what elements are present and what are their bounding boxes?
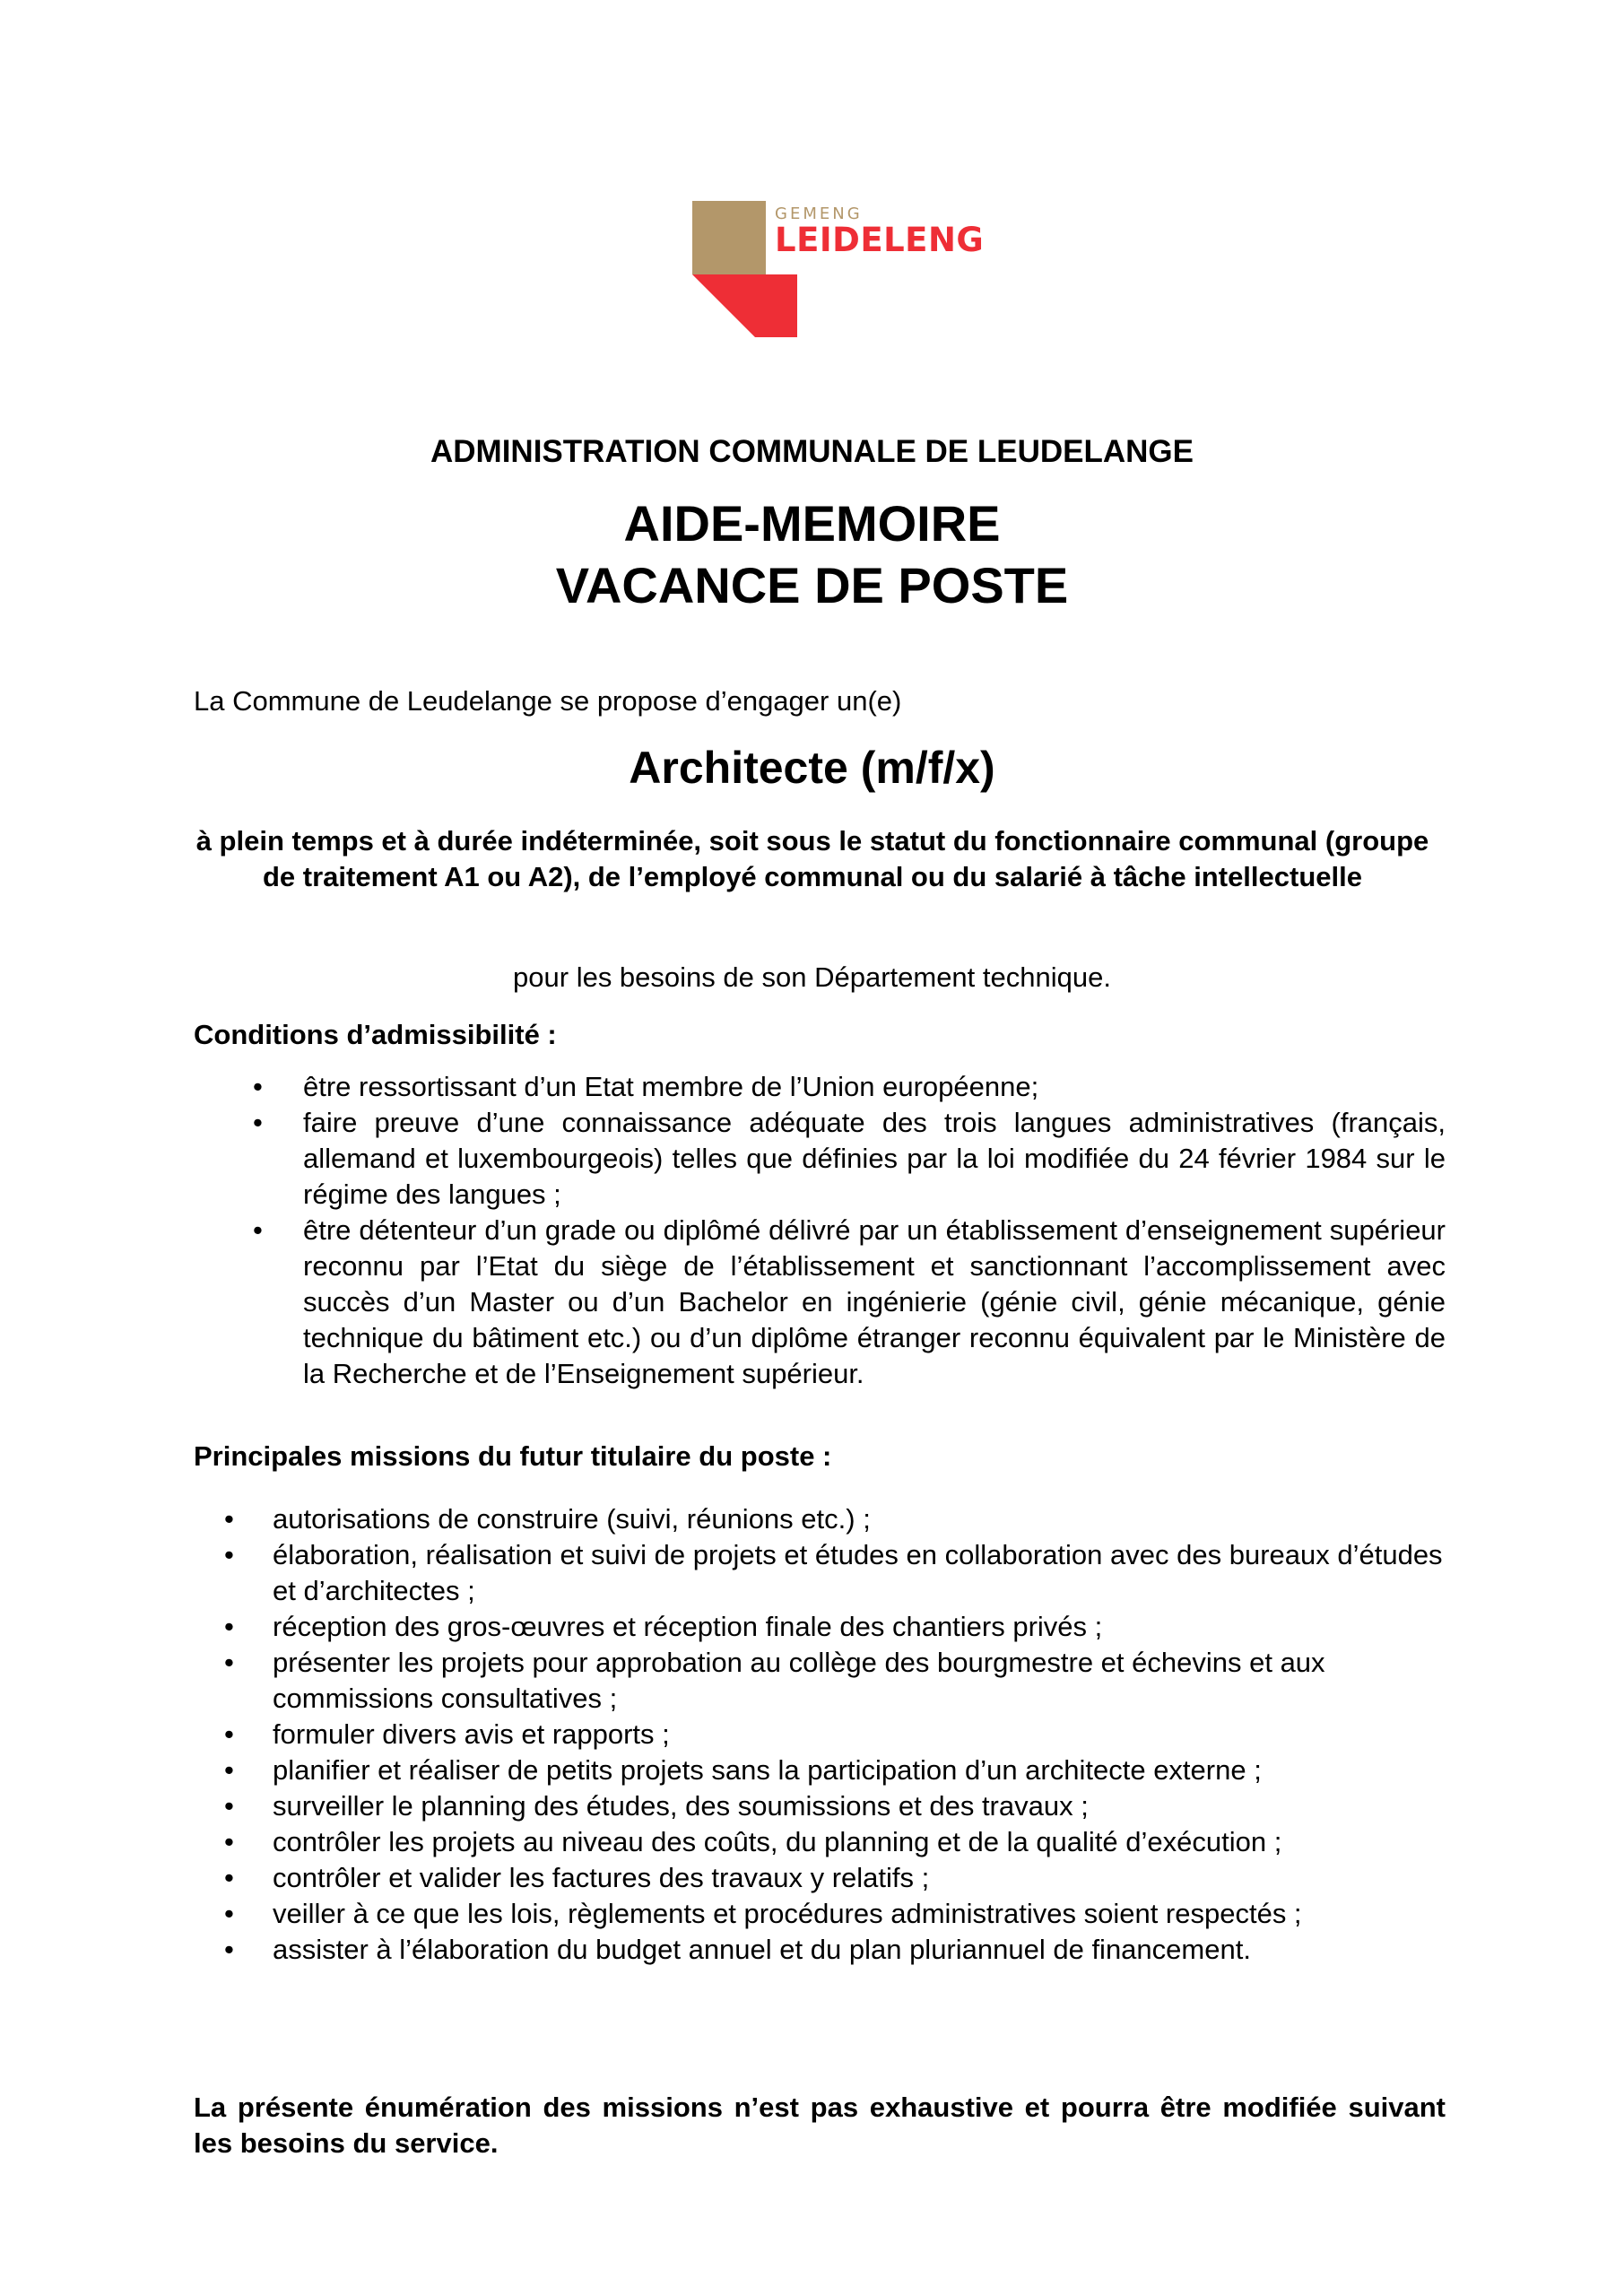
list-item xyxy=(194,1896,1446,1932)
list-item-text: contrôler les projets au niveau des coûts, du planning et de la qualité d’exécution ; xyxy=(273,1826,1282,1857)
list-item-text: surveiller le planning des études, des soumissions et des travaux ; xyxy=(273,1790,1089,1822)
conditions-heading: Conditions d’admissibilité : xyxy=(194,1019,557,1050)
list-item xyxy=(194,1213,1446,1392)
list-item xyxy=(194,1717,1446,1752)
list-item-text: contrôler et valider les factures des travaux y relatifs ; xyxy=(273,1862,930,1893)
bullet-icon: • xyxy=(224,1718,234,1750)
missions-list xyxy=(194,1501,1446,1968)
logo-gold-square xyxy=(692,201,766,274)
list-item-text: être ressortissant d’un Etat membre de l’Union européenne; xyxy=(303,1071,1039,1102)
list-item-text: faire preuve d’une connaissance adéquate des trois langues administratives (français, allemand et luxembourgeois) telles que définies par la loi modifiée du 24 février 1984 sur le régime des langues ; xyxy=(303,1107,1446,1210)
document-title-line1: AIDE-MEMOIRE xyxy=(623,495,1001,552)
list-item xyxy=(194,1824,1446,1860)
logo-red-shape xyxy=(692,274,797,337)
commune-logo xyxy=(692,201,985,337)
list-item xyxy=(194,1069,1446,1105)
missions-heading: Principales missions du futur titulaire du poste : xyxy=(194,1440,832,1472)
bullet-icon: • xyxy=(224,1611,234,1642)
list-item xyxy=(194,1609,1446,1645)
intro-text: La Commune de Leudelange se propose d’engager un(e) xyxy=(194,685,902,717)
bullet-icon: • xyxy=(224,1503,234,1535)
list-item xyxy=(194,1105,1446,1213)
bullet-icon: • xyxy=(253,1071,263,1102)
organization-name: ADMINISTRATION COMMUNALE DE LEUDELANGE xyxy=(430,434,1194,469)
bullet-icon: • xyxy=(224,1539,234,1570)
list-item-text: être détenteur d’un grade ou diplômé délivré par un établissement d’enseignement supérieur reconnu par l’Etat du siège de l’établissement et sanctionnant l’accomplissement avec succès d’un Master ou d’un Bachelor en ingénierie (génie civil, génie mécanique, génie technique du bâtiment etc.) ou d’un diplôme étranger reconnu équivalent par le Ministère de la Recherche et de l’Enseignement supérieur. xyxy=(303,1214,1446,1389)
bullet-icon: • xyxy=(224,1790,234,1822)
bullet-icon: • xyxy=(253,1107,263,1138)
bullet-icon: • xyxy=(224,1898,234,1929)
list-item-text: présenter les projets pour approbation au collège des bourgmestre et échevins et aux commissions consultatives ; xyxy=(273,1647,1325,1714)
list-item xyxy=(194,1501,1446,1537)
bullet-icon: • xyxy=(253,1214,263,1246)
employment-terms: à plein temps et à durée indéterminée, soit sous le statut du fonctionnaire communal (groupe de traitement A1 ou A2), de l’employé communal ou du salarié à tâche intellectuelle xyxy=(195,825,1429,892)
bullet-icon: • xyxy=(224,1826,234,1857)
bullet-icon: • xyxy=(224,1754,234,1786)
list-item xyxy=(194,1788,1446,1824)
list-item-text: assister à l’élaboration du budget annuel et du plan pluriannuel de financement. xyxy=(273,1934,1251,1965)
list-item xyxy=(194,1752,1446,1788)
logo-text-gemeng: GEMENG xyxy=(775,204,863,223)
list-item xyxy=(194,1537,1446,1609)
list-item-text: réception des gros-œuvres et réception finale des chantiers privés ; xyxy=(273,1611,1103,1642)
list-item-text: autorisations de construire (suivi, réunions etc.) ; xyxy=(273,1503,871,1535)
list-item-text: planifier et réaliser de petits projets sans la participation d’un architecte externe ; xyxy=(273,1754,1262,1786)
list-item-text: élaboration, réalisation et suivi de projets et études en collaboration avec des bureaux d’études et d’architectes ; xyxy=(273,1539,1443,1606)
logo-text-leideleng: LEIDELENG xyxy=(775,221,985,259)
closing-note: La présente énumération des missions n’est pas exhaustive et pourra être modifiée suivant les besoins du service. xyxy=(194,2092,1446,2159)
list-item-text: formuler divers avis et rapports ; xyxy=(273,1718,670,1750)
bullet-icon: • xyxy=(224,1647,234,1678)
job-title: Architecte (m/f/x) xyxy=(629,743,995,793)
bullet-icon: • xyxy=(224,1934,234,1965)
list-item xyxy=(194,1860,1446,1896)
conditions-list xyxy=(194,1069,1446,1392)
document-title-line2: VACANCE DE POSTE xyxy=(555,557,1069,613)
list-item xyxy=(194,1932,1446,1968)
bullet-icon: • xyxy=(224,1862,234,1893)
list-item xyxy=(194,1645,1446,1717)
department-text: pour les besoins de son Département technique. xyxy=(513,961,1111,993)
list-item-text: veiller à ce que les lois, règlements et procédures administratives soient respectés ; xyxy=(273,1898,1302,1929)
